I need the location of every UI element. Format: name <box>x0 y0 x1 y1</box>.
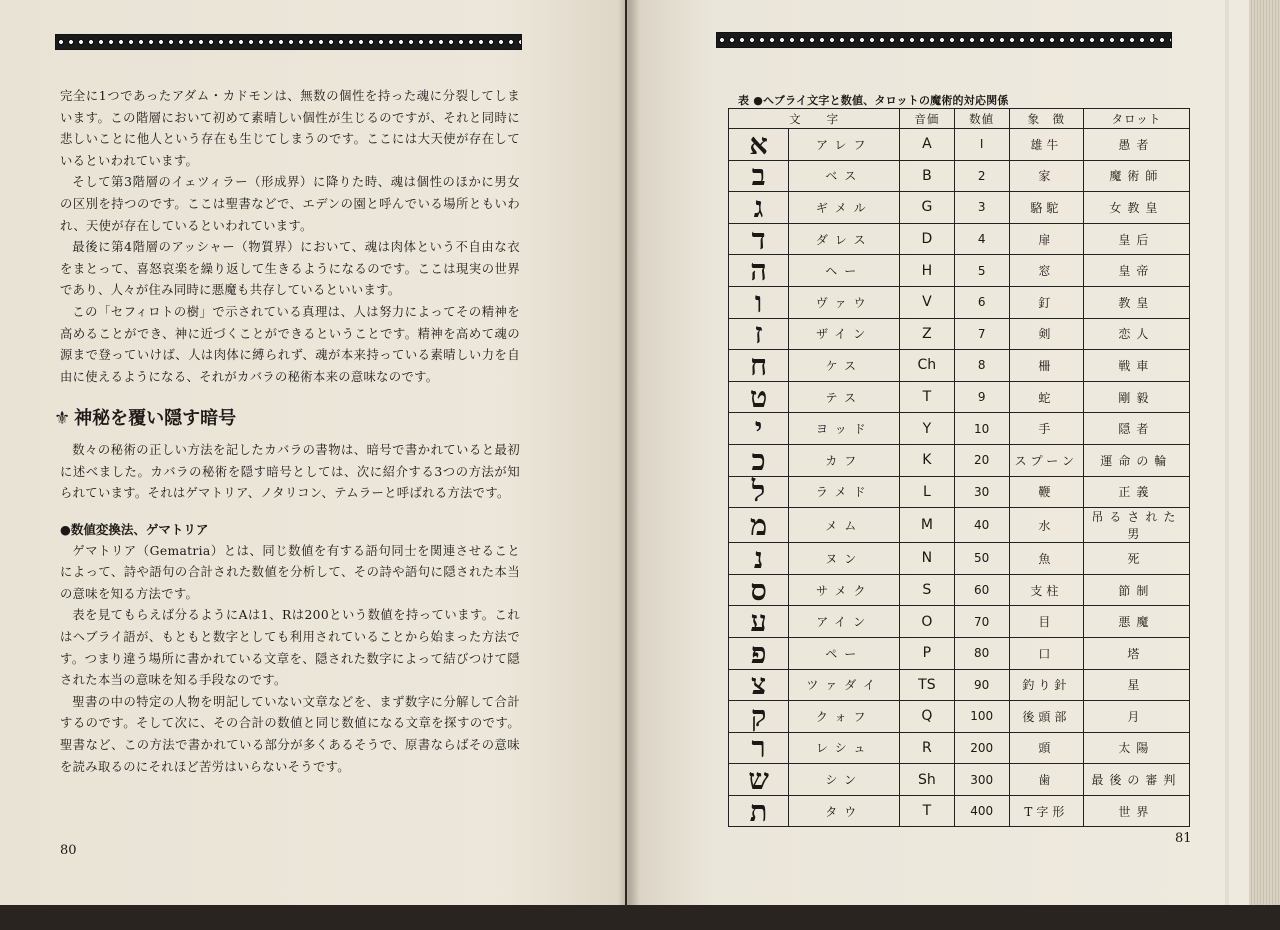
numeric-value: 100 <box>954 701 1009 733</box>
fleur-de-lis-icon: ⚜ <box>54 408 71 430</box>
table-header-row <box>729 109 1190 129</box>
symbol: 雄牛 <box>1009 129 1083 161</box>
tarot-card: 正義 <box>1083 476 1189 508</box>
symbol: 目 <box>1009 606 1083 638</box>
table-row <box>729 701 1190 733</box>
phonetic-value: Y <box>900 413 954 445</box>
numeric-value: 20 <box>954 444 1009 476</box>
numeric-value: 50 <box>954 543 1009 575</box>
tarot-card: 戦車 <box>1083 350 1189 382</box>
tarot-card: 悪魔 <box>1083 606 1189 638</box>
table-row <box>729 732 1190 764</box>
numeric-value: 10 <box>954 413 1009 445</box>
numeric-value: 40 <box>954 508 1009 543</box>
tarot-card: 月 <box>1083 701 1189 733</box>
tarot-card: 剛毅 <box>1083 381 1189 413</box>
letter-name: ダレス <box>789 223 900 255</box>
book-gutter <box>618 0 640 905</box>
phonetic-value: D <box>900 223 954 255</box>
hebrew-letter: ו <box>729 286 789 318</box>
tarot-card: 運命の輪 <box>1083 444 1189 476</box>
letter-name: カフ <box>789 444 900 476</box>
letter-name: ヌン <box>789 543 900 575</box>
section-heading-text: 神秘を覆い隠す暗号 <box>74 408 237 430</box>
page-shadow <box>1225 0 1229 905</box>
symbol: T字形 <box>1009 795 1083 827</box>
phonetic-value: L <box>900 476 954 508</box>
table-row <box>729 606 1190 638</box>
phonetic-value: T <box>900 795 954 827</box>
phonetic-value: Ch <box>900 350 954 382</box>
phonetic-value: S <box>900 574 954 606</box>
table-row <box>729 543 1190 575</box>
symbol: スプーン <box>1009 444 1083 476</box>
letter-name: レシュ <box>789 732 900 764</box>
numeric-value: 70 <box>954 606 1009 638</box>
numeric-value: 30 <box>954 476 1009 508</box>
paragraph: 数々の秘術の正しい方法を記したカバラの書物は、暗号で書かれていると最初に述べました。カバラの秘術を隠す暗号としては、次に紹介する3つの方法が知られています。それはゲマトリア、ノタリコン、テムラーと呼ばれる方法です。 <box>60 442 520 501</box>
numeric-value: 200 <box>954 732 1009 764</box>
phonetic-value: M <box>900 508 954 543</box>
symbol: 釣り針 <box>1009 669 1083 701</box>
symbol: 水 <box>1009 508 1083 543</box>
phonetic-value: K <box>900 444 954 476</box>
table-row <box>729 795 1190 827</box>
phonetic-value: Sh <box>900 764 954 796</box>
tarot-card: 世界 <box>1083 795 1189 827</box>
table-body <box>729 126 1190 828</box>
table-row <box>729 255 1190 287</box>
hebrew-letter: ח <box>729 350 789 382</box>
numeric-value: 90 <box>954 669 1009 701</box>
numeric-value: 3 <box>954 192 1009 224</box>
table-caption: 表 ●ヘブライ文字と数値、タロットの魔術的対応関係 <box>738 94 1009 107</box>
tarot-card: 最後の審判 <box>1083 764 1189 796</box>
table-row <box>729 476 1190 508</box>
hebrew-letter: ס <box>729 574 789 606</box>
symbol: 駱駝 <box>1009 192 1083 224</box>
letter-name: シン <box>789 764 900 796</box>
numeric-value: 2 <box>954 160 1009 192</box>
hebrew-letter: ז <box>729 318 789 350</box>
text-block-1 <box>60 86 520 388</box>
tarot-card: 塔 <box>1083 637 1189 669</box>
paragraph: 最後に第4階層のアッシャー（物質界）において、魂は肉体という不自由な衣をまとって、喜怒哀楽を繰り返して生きるようになるのです。ここは現実の世界であり、人々が住み同時に悪魔も共存しているといいます。 <box>60 240 520 298</box>
table-row <box>729 764 1190 796</box>
numeric-value: 5 <box>954 255 1009 287</box>
table-row <box>729 350 1190 382</box>
hebrew-letter: ק <box>729 701 789 733</box>
text-block-3 <box>60 541 520 779</box>
section-heading <box>54 408 520 430</box>
table-row <box>729 508 1190 543</box>
paragraph: 完全に1つであったアダム・カドモンは、無数の個性を持った魂に分裂してしまいます。この階層において初めて素晴しい個性が生じるのですが、それと同時に悲しいことに他人という存在も生じてしまうのです。ここには大天使が存在しているといわれています。 <box>60 89 520 168</box>
letter-name: ペー <box>789 637 900 669</box>
symbol: 後頭部 <box>1009 701 1083 733</box>
tarot-card: 恋人 <box>1083 318 1189 350</box>
table-row <box>729 160 1190 192</box>
paragraph: ゲマトリア（Gematria）とは、同じ数値を有する語句同士を関連させることによって、詩や語句の合計された数値を分析して、その詩や語句に隠された本当の意味を知る方法です。 <box>60 543 520 601</box>
tarot-card: 隠者 <box>1083 413 1189 445</box>
phonetic-value: H <box>900 255 954 287</box>
tarot-card: 太陽 <box>1083 732 1189 764</box>
header-number: 数値 <box>954 109 1009 129</box>
tarot-card: 節制 <box>1083 574 1189 606</box>
hebrew-letter: י <box>729 413 789 445</box>
symbol: 蛇 <box>1009 381 1083 413</box>
paragraph: そして第3階層のイェツィラー（形成界）に降りた時、魂は個性のほかに男女の区別を持つのです。ここは聖書などで、エデンの園と呼んでいる場所ともいわれ、天使が存在しているといわれています。 <box>60 175 520 233</box>
phonetic-value: TS <box>900 669 954 701</box>
header-letters: 文 字 <box>729 109 900 129</box>
table-row <box>729 192 1190 224</box>
phonetic-value: A <box>900 129 954 161</box>
phonetic-value: T <box>900 381 954 413</box>
phonetic-value: B <box>900 160 954 192</box>
hebrew-letter: ש <box>729 764 789 796</box>
tarot-card: 死 <box>1083 543 1189 575</box>
symbol: 家 <box>1009 160 1083 192</box>
numeric-value: 4 <box>954 223 1009 255</box>
table-row <box>729 129 1190 161</box>
page-edges <box>1249 0 1280 905</box>
letter-name: ラメド <box>789 476 900 508</box>
symbol: 頭 <box>1009 732 1083 764</box>
hebrew-letter: ט <box>729 381 789 413</box>
text-block-2 <box>60 440 520 505</box>
numeric-value: 300 <box>954 764 1009 796</box>
header-tarot: タロット <box>1083 109 1189 129</box>
tarot-card: 魔術師 <box>1083 160 1189 192</box>
symbol: 歯 <box>1009 764 1083 796</box>
symbol: 魚 <box>1009 543 1083 575</box>
hebrew-letter: ת <box>729 795 789 827</box>
table-row <box>729 413 1190 445</box>
hebrew-letter: פ <box>729 637 789 669</box>
letter-name: メム <box>789 508 900 543</box>
left-page <box>0 0 625 905</box>
hebrew-letter: ע <box>729 606 789 638</box>
hebrew-letter: ד <box>729 223 789 255</box>
symbol: 窓 <box>1009 255 1083 287</box>
header-phonetic: 音価 <box>900 109 954 129</box>
letter-name: ヘー <box>789 255 900 287</box>
letter-name: ケス <box>789 350 900 382</box>
table-row <box>729 318 1190 350</box>
page-number-left: 80 <box>60 843 77 858</box>
numeric-value: 80 <box>954 637 1009 669</box>
letter-name: ツァダイ <box>789 669 900 701</box>
phonetic-value: Z <box>900 318 954 350</box>
ornament-border-right <box>716 32 1172 48</box>
paragraph: 表を見てもらえば分るようにAは1、Rは200という数値を持っています。これはヘブライ語が、もともと数字としても利用されていることから始まった方法です。つまり違う場所に書かれている文章を、隠された数字によって結びつけて隠された本当の意味を知る手段なのです。 <box>60 608 520 688</box>
table-row <box>729 286 1190 318</box>
hebrew-letter: צ <box>729 669 789 701</box>
left-page-content <box>54 86 520 778</box>
letter-name: クォフ <box>789 701 900 733</box>
letter-name: ザイン <box>789 318 900 350</box>
letter-name: ヴァウ <box>789 286 900 318</box>
hebrew-letter: א <box>729 129 789 161</box>
hebrew-letter: ל <box>729 476 789 508</box>
phonetic-value: N <box>900 543 954 575</box>
numeric-value: 8 <box>954 350 1009 382</box>
paragraph: この「セフィロトの樹」で示されている真理は、人は努力によってその精神を高めることができ、神に近づくことができるということです。精神を高めて魂の源まで登っていけば、人は肉体に縛られず、魂が本来持っている素晴しい力を自由に使えるようになる、それがカバラの秘術本来の意味なのです。 <box>60 304 520 384</box>
numeric-value: 6 <box>954 286 1009 318</box>
hebrew-letter: ר <box>729 732 789 764</box>
symbol: 剣 <box>1009 318 1083 350</box>
letter-name: ヨッド <box>789 413 900 445</box>
hebrew-letter: ב <box>729 160 789 192</box>
table-row <box>729 574 1190 606</box>
tarot-card: 星 <box>1083 669 1189 701</box>
letter-name: テス <box>789 381 900 413</box>
phonetic-value: R <box>900 732 954 764</box>
table-row <box>729 223 1190 255</box>
hebrew-letter: ג <box>729 192 789 224</box>
tarot-card: 愚者 <box>1083 129 1189 161</box>
subheading: ●数値変換法、ゲマトリア <box>60 521 209 537</box>
symbol: 口 <box>1009 637 1083 669</box>
tarot-card: 女教皇 <box>1083 192 1189 224</box>
symbol: 釘 <box>1009 286 1083 318</box>
symbol: 柵 <box>1009 350 1083 382</box>
numeric-value: I <box>954 129 1009 161</box>
table-row <box>729 444 1190 476</box>
page-number-right: 81 <box>1175 831 1192 846</box>
tarot-card: 皇后 <box>1083 223 1189 255</box>
letter-name: ベス <box>789 160 900 192</box>
phonetic-value: P <box>900 637 954 669</box>
paragraph: 聖書の中の特定の人物を明記していない文章などを、まず数字に分解して合計するのです。そして次に、その合計の数値と同じ数値になる文章を探すのです。聖書など、この方法で書かれている部分が多くあるそうで、原書ならばその意味を読み取るのにそれほど苦労はいらないそうです。 <box>60 694 520 774</box>
ornament-border-left <box>55 34 522 50</box>
tarot-card: 吊るされた男 <box>1083 508 1189 543</box>
table-row <box>729 637 1190 669</box>
numeric-value: 9 <box>954 381 1009 413</box>
numeric-value: 7 <box>954 318 1009 350</box>
symbol: 扉 <box>1009 223 1083 255</box>
hebrew-correspondence-table <box>728 108 1190 827</box>
letter-name: アイン <box>789 606 900 638</box>
table-row <box>729 381 1190 413</box>
tarot-card: 皇帝 <box>1083 255 1189 287</box>
symbol: 鞭 <box>1009 476 1083 508</box>
letter-name: ギメル <box>789 192 900 224</box>
correspondence-table-wrap <box>728 108 1190 827</box>
phonetic-value: V <box>900 286 954 318</box>
numeric-value: 60 <box>954 574 1009 606</box>
table-row <box>729 669 1190 701</box>
symbol: 手 <box>1009 413 1083 445</box>
hebrew-letter: כ <box>729 444 789 476</box>
header-symbol: 象 徴 <box>1009 109 1083 129</box>
hebrew-letter: מ <box>729 508 789 543</box>
phonetic-value: G <box>900 192 954 224</box>
letter-name: タウ <box>789 795 900 827</box>
symbol: 支柱 <box>1009 574 1083 606</box>
letter-name: アレフ <box>789 129 900 161</box>
numeric-value: 400 <box>954 795 1009 827</box>
hebrew-letter: ה <box>729 255 789 287</box>
phonetic-value: O <box>900 606 954 638</box>
letter-name: サメク <box>789 574 900 606</box>
hebrew-letter: נ <box>729 543 789 575</box>
tarot-card: 教皇 <box>1083 286 1189 318</box>
phonetic-value: Q <box>900 701 954 733</box>
